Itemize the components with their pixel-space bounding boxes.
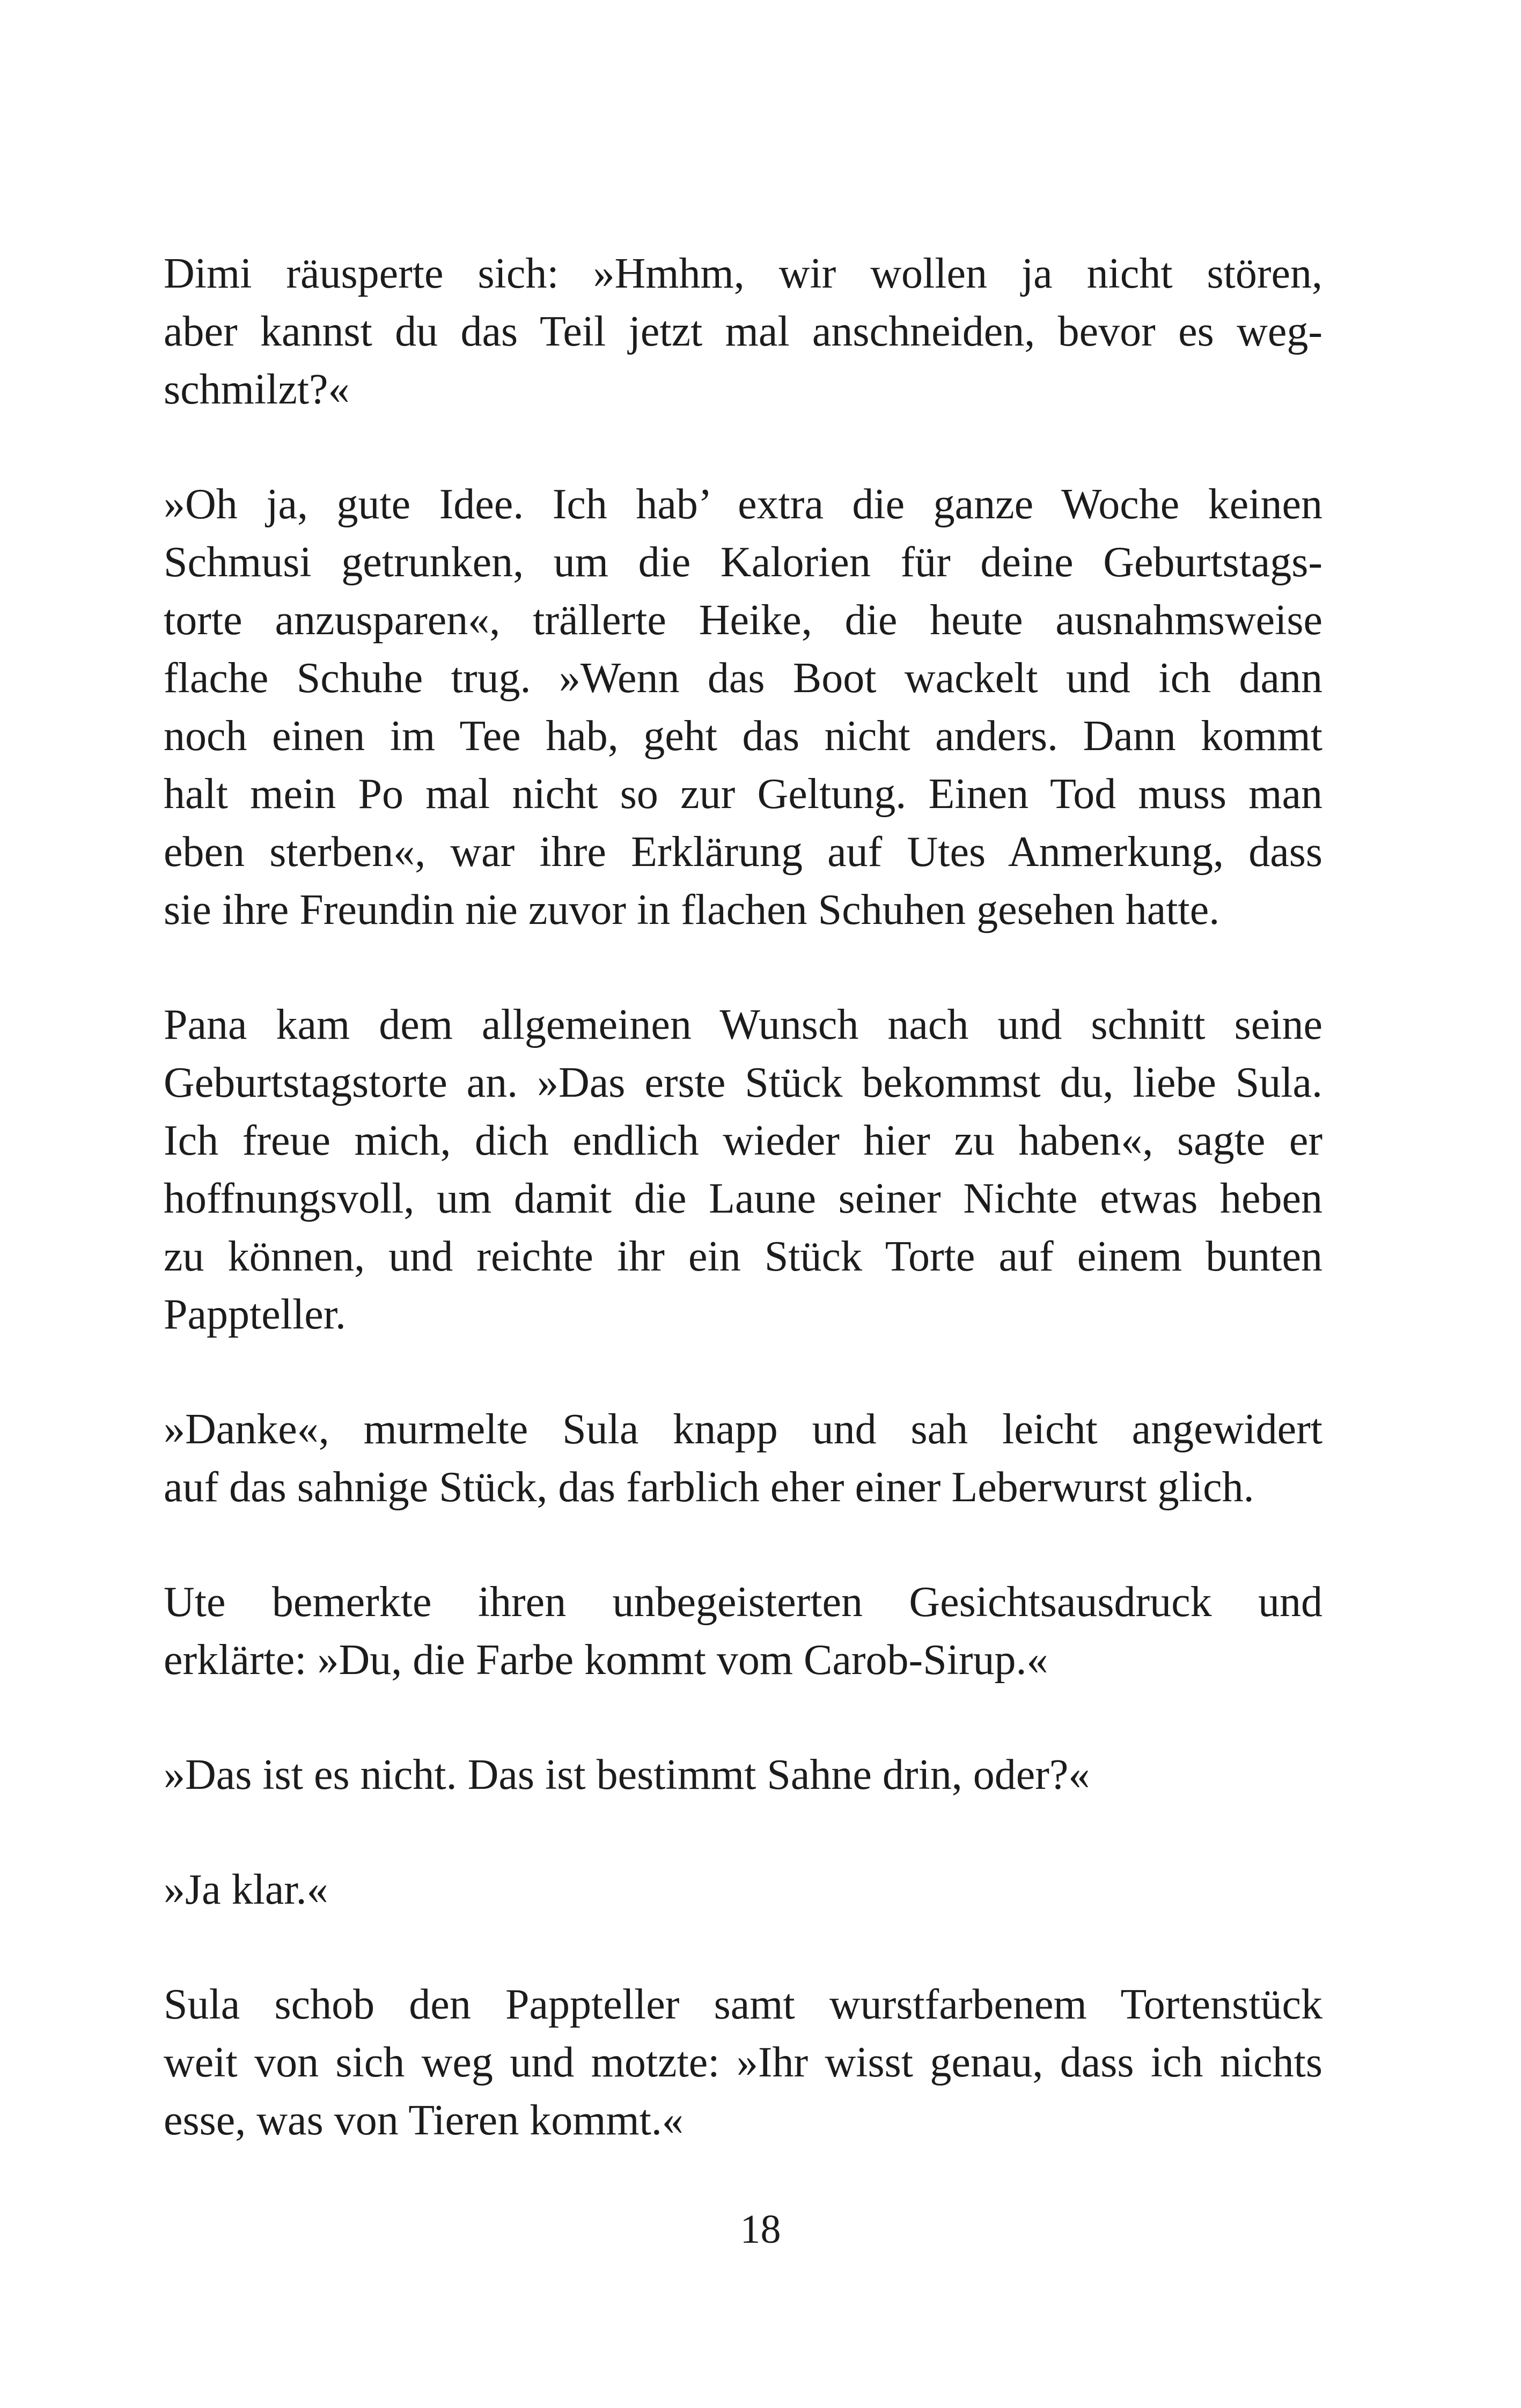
text-line: flache Schuhe trug. »Wenn das Boot wackelt und ich dann — [164, 655, 1322, 702]
text-line: auf das sahnige Stück, das farblich eher einer Leberwurst glich. — [164, 1464, 1254, 1511]
text-line: Pappteller. — [164, 1291, 346, 1338]
text-line: »Oh ja, gute Idee. Ich hab’ extra die ganze Woche keinen — [164, 481, 1322, 528]
text-line: »Danke«, murmelte Sula knapp und sah leicht angewidert — [164, 1406, 1322, 1453]
text-line: halt mein Po mal nicht so zur Geltung. Einen Tod muss man — [164, 770, 1322, 818]
text-line: Sula schob den Pappteller samt wurstfarbenem Tortenstück — [164, 1981, 1322, 2028]
text-line: schmilzt?« — [164, 366, 350, 413]
page-number: 18 — [740, 2207, 781, 2252]
text-line: eben sterben«, war ihre Erklärung auf Utes Anmerkung, dass — [164, 828, 1322, 876]
text-line: esse, was von Tieren kommt.« — [164, 2097, 684, 2144]
text-line: sie ihre Freundin nie zuvor in flachen Schuhen gesehen hatte. — [164, 886, 1220, 934]
text-line: torte anzusparen«, trällerte Heike, die heute ausnahmsweise — [164, 597, 1322, 644]
text-line: Ute bemerkte ihren unbegeisterten Gesichtsausdruck und — [164, 1579, 1322, 1626]
text-line: erklärte: »Du, die Farbe kommt vom Carob-Sirup.« — [164, 1636, 1048, 1684]
text-line: »Ja klar.« — [164, 1866, 328, 1913]
text-line: noch einen im Tee hab, geht das nicht anders. Dann kommt — [164, 713, 1322, 760]
text-line: aber kannst du das Teil jetzt mal anschneiden, bevor es weg- — [164, 308, 1322, 355]
text-line: Ich freue mich, dich endlich wieder hier zu haben«, sagte er — [164, 1117, 1322, 1164]
text-line: Schmusi getrunken, um die Kalorien für deine Geburtstags- — [164, 539, 1322, 586]
text-line: »Das ist es nicht. Das ist bestimmt Sahne drin, oder?« — [164, 1751, 1090, 1798]
text-line: hoffnungsvoll, um damit die Laune seiner Nichte etwas heben — [164, 1175, 1322, 1222]
text-line: Dimi räusperte sich: »Hmhm, wir wollen ja nicht stören, — [164, 250, 1322, 297]
text-line: zu können, und reichte ihr ein Stück Torte auf einem bunten — [164, 1233, 1322, 1280]
text-line: Geburtstagstorte an. »Das erste Stück bekommst du, liebe Sula. — [164, 1059, 1322, 1106]
text-line: weit von sich weg und motzte: »Ihr wisst genau, dass ich nichts — [164, 2039, 1322, 2086]
text-line: Pana kam dem allgemeinen Wunsch nach und schnitt seine — [164, 1001, 1322, 1048]
